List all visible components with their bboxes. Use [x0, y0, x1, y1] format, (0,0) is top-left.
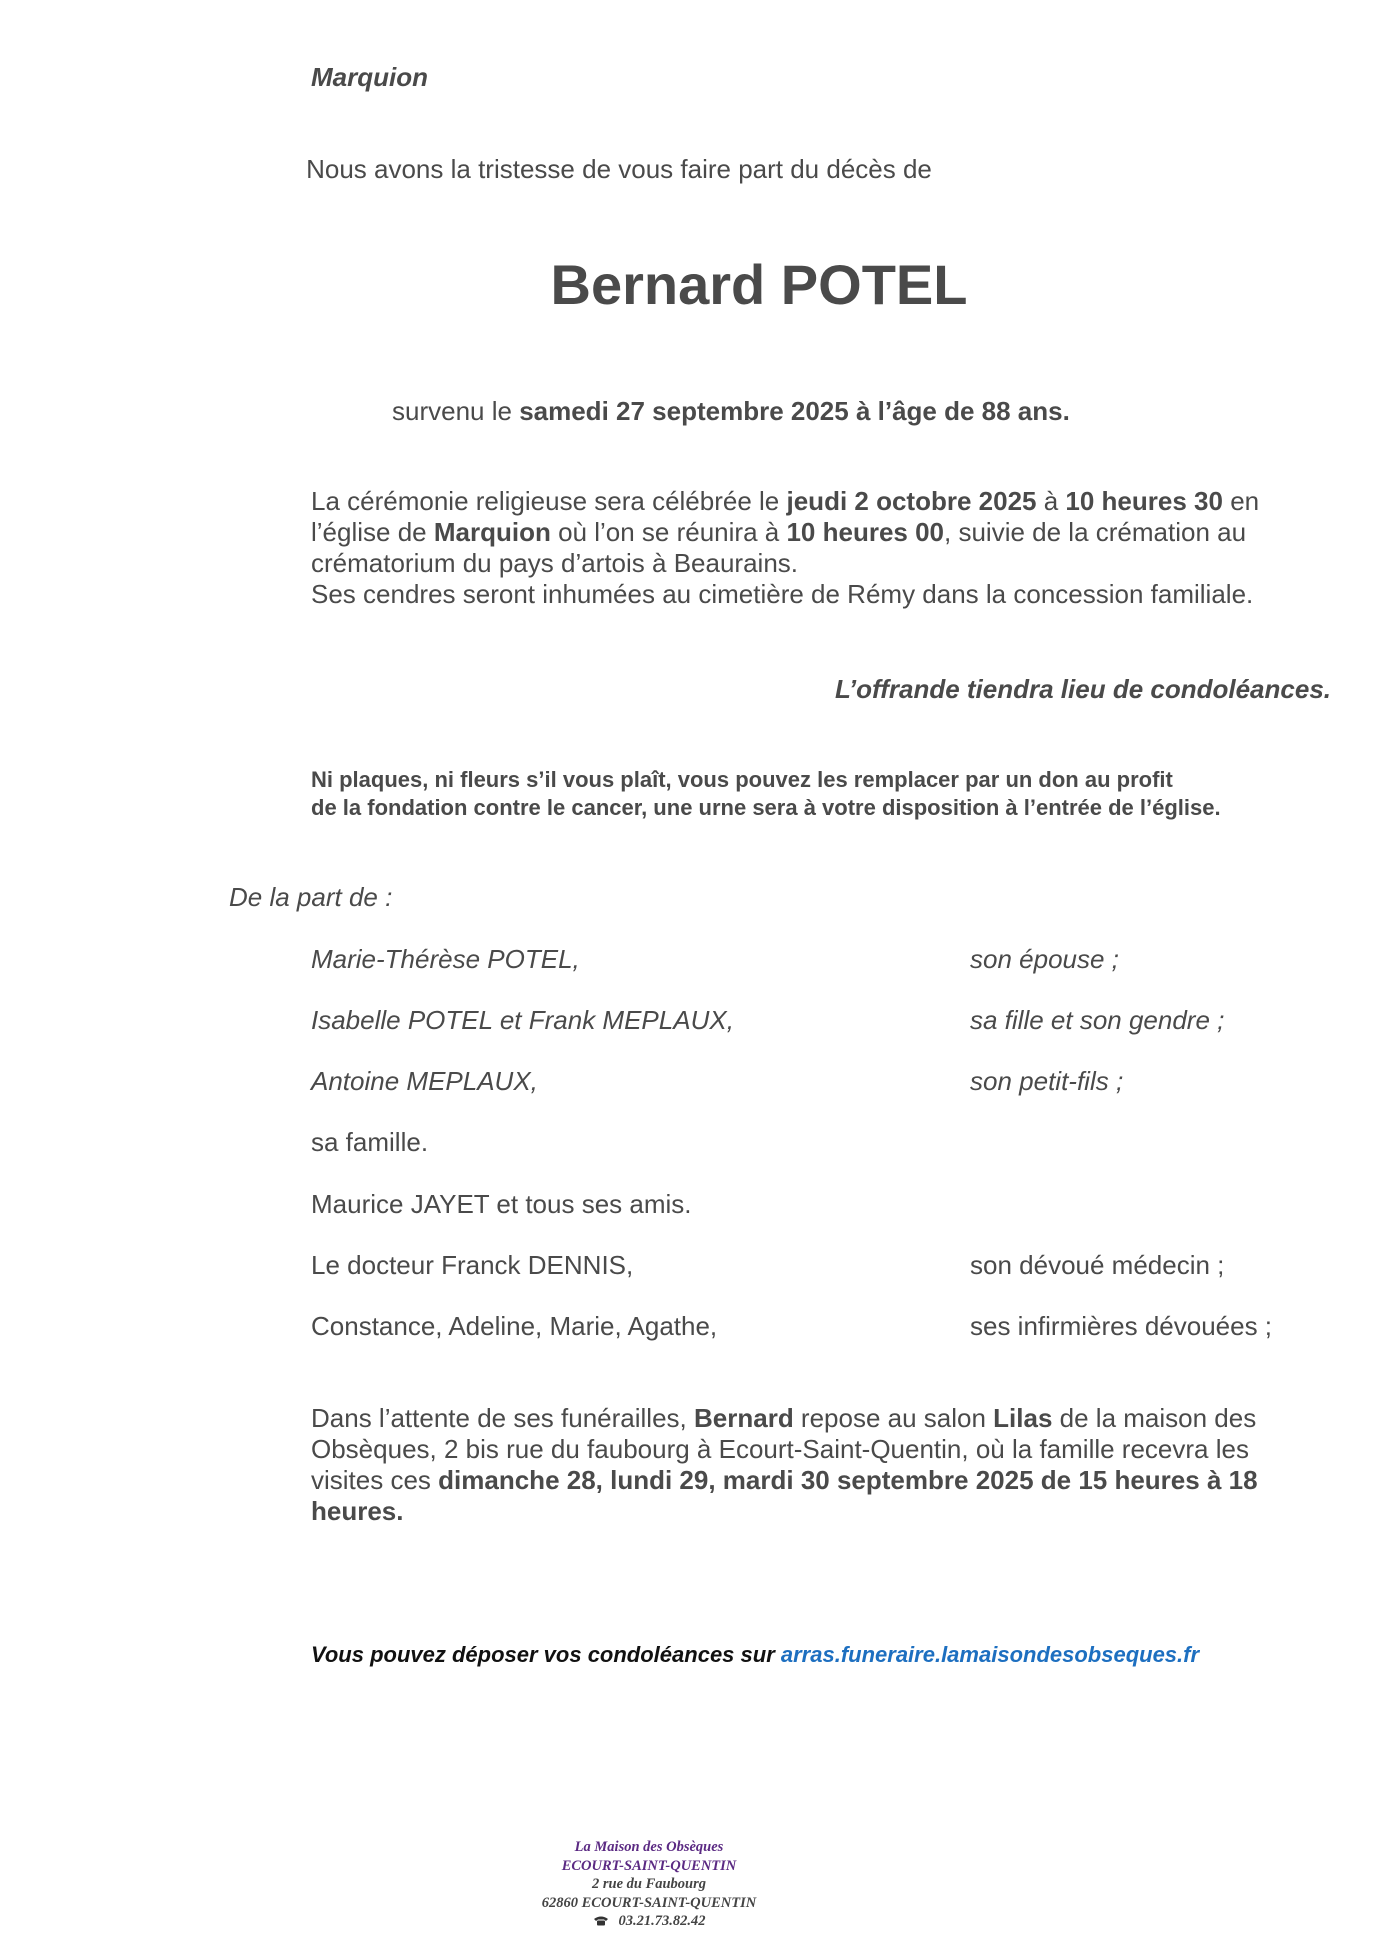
intro-text: Nous avons la tristesse de vous faire part du décès de — [306, 154, 932, 184]
footer-phone: 03.21.73.82.42 — [618, 1913, 706, 1929]
footer-company: La Maison des Obsèques — [574, 1839, 724, 1855]
family-name: Isabelle POTEL et Frank MEPLAUX, — [311, 1005, 734, 1035]
condolences-line — [311, 1642, 1199, 1668]
visits-text-2: repose au salon — [793, 1403, 994, 1433]
family-relation: sa fille et son gendre ; — [970, 1005, 1225, 1035]
family-relation: ses infirmières dévouées ; — [970, 1311, 1273, 1341]
footer-street: 2 rue du Faubourg — [591, 1876, 707, 1892]
offrande-note: L’offrande tiendra lieu de condoléances. — [834, 674, 1331, 704]
flowers-note — [311, 766, 1351, 822]
from-label: De la part de : — [229, 882, 393, 912]
family-name: sa famille. — [311, 1127, 429, 1157]
deceased-name: Bernard POTEL — [550, 253, 968, 316]
family-name: Constance, Adeline, Marie, Agathe, — [311, 1311, 718, 1341]
ceremony-text-2: à — [1036, 486, 1066, 516]
ceremony-time: 10 heures 30 — [1065, 486, 1223, 516]
visits-paragraph — [311, 1403, 1271, 1527]
visits-name: Bernard — [694, 1403, 794, 1433]
footer-phone-line — [0, 1912, 1298, 1931]
ceremony-place: Marquion — [433, 517, 551, 547]
condolences-text: Vous pouvez déposer vos condoléances sur — [311, 1642, 781, 1667]
flowers-line-1: Ni plaques, ni fleurs s’il vous plaît, vous pouvez les remplacer par un don au profit — [311, 767, 1173, 792]
condolences-link[interactable]: arras.funeraire.lamaisondesobseques.fr — [780, 1642, 1200, 1667]
family-relation: son dévoué médecin ; — [970, 1250, 1225, 1280]
ceremony-text-5: , suivie de la crémation au crématorium du pays d’artois à Beaurains. — [311, 517, 1247, 578]
death-prefix: survenu le — [392, 396, 520, 426]
family-name: Le docteur Franck DENNIS, — [311, 1250, 634, 1280]
ceremony-text-3: en l’église de — [311, 486, 1260, 547]
family-relation: son petit-fils ; — [970, 1066, 1124, 1096]
death-line — [392, 396, 1070, 427]
family-name: Antoine MEPLAUX, — [311, 1066, 538, 1096]
visits-dates: dimanche 28, lundi 29, mardi 30 septembre 2025 de 15 heures à 18 heures. — [311, 1465, 1258, 1526]
ashes-text: Ses cendres seront inhumées au cimetière de Rémy dans la concession familiale. — [311, 579, 1254, 609]
death-date-age: samedi 27 septembre 2025 à l’âge de 88 ans. — [519, 396, 1070, 426]
flowers-line-2: de la fondation contre le cancer, une urne sera à votre disposition à l’entrée de l’église. — [311, 795, 1221, 820]
footer-town: ECOURT-SAINT-QUENTIN — [561, 1857, 737, 1874]
footer-postal: 62860 ECOURT-SAINT-QUENTIN — [541, 1894, 757, 1911]
visits-text-1: Dans l’attente de ses funérailles, — [311, 1403, 694, 1433]
visits-salon: Lilas — [993, 1403, 1053, 1433]
ceremony-date: jeudi 2 octobre 2025 — [786, 486, 1037, 516]
family-name: Marie-Thérèse POTEL, — [311, 944, 580, 974]
family-relation: son épouse ; — [970, 944, 1119, 974]
ceremony-text-1: La cérémonie religieuse sera célébrée le — [311, 486, 787, 516]
visits-text-3: de la maison des Obsèques, 2 bis rue du faubourg à Ecourt-Saint-Quentin, où la famille recevra les visites ces — [311, 1403, 1257, 1495]
footer-address — [0, 1838, 1378, 1931]
ceremony-paragraph — [311, 486, 1311, 610]
gathering-time: 10 heures 00 — [786, 517, 945, 547]
town-heading: Marquion — [311, 62, 428, 92]
ceremony-text-4: où l’on se réunira à — [550, 517, 787, 547]
telephone-icon — [593, 1913, 609, 1923]
family-name: Maurice JAYET et tous ses amis. — [311, 1189, 692, 1219]
